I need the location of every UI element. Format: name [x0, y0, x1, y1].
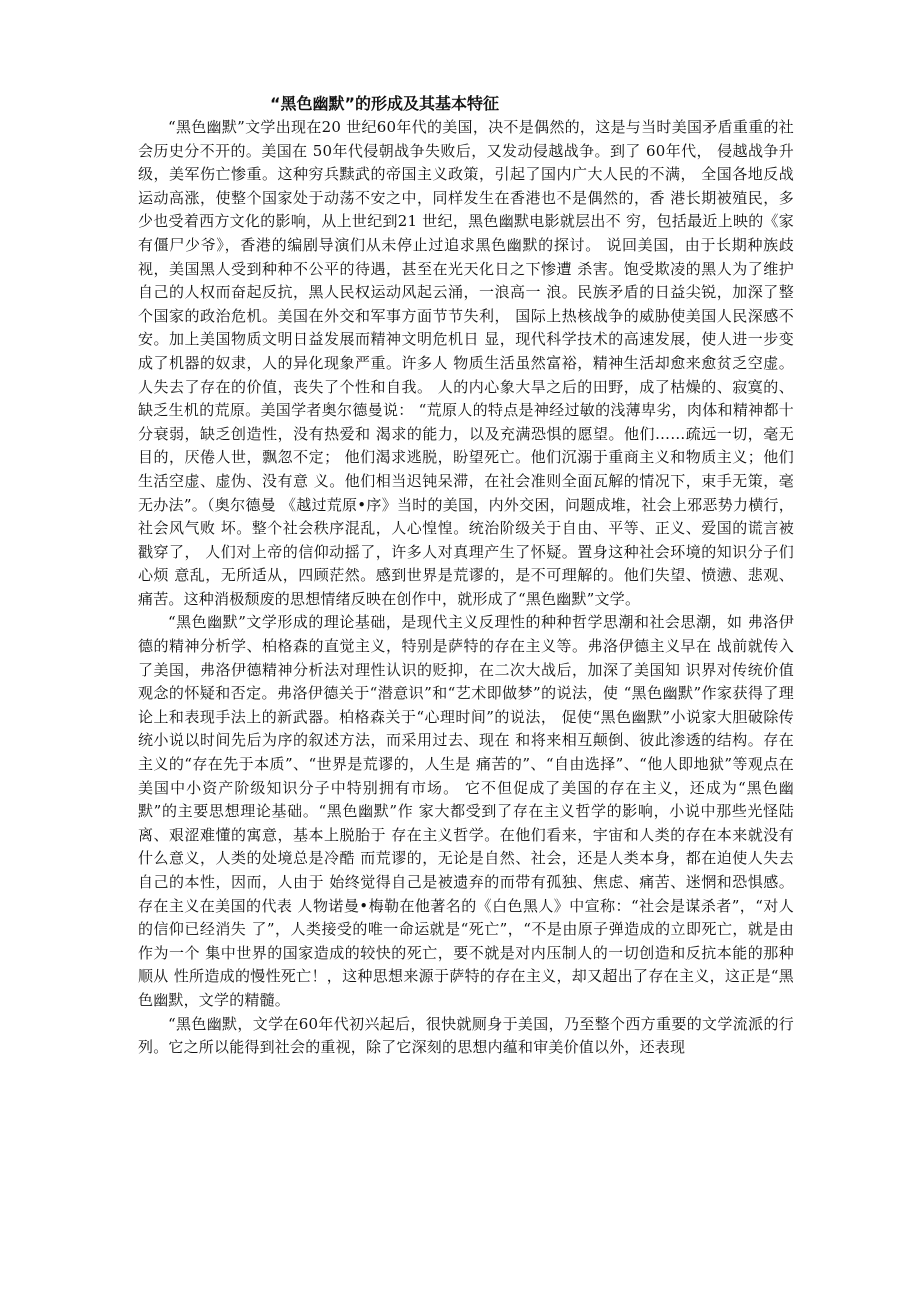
paragraph-theory: “黑色幽默”文学形成的理论基础，是现代主义反理性的种种哲学思潮和社会思潮，如 弗洛伊德的精神分析学、柏格森的直觉主义，特别是萨特的存在主义等。弗洛伊德主义早在 战前就传入了美国，弗洛伊德精神分析法对理性认识的贬抑，在二次大战后，加深了美国知 识界对传统价值观念的怀疑和否定。弗洛伊德关于“潜意识”和“艺术即做梦”的说法，使 “黑色幽默”作家获得了理论上和表现手法上的新武器。柏格森关于“心理时间”的说法， 促使“黑色幽默”小说家大胆破除传统小说以时间先后为序的叙述方法，而采用过去、现在 和将来相互颠倒、彼此渗透的结构。存在主义的“存在先于本质”、“世界是荒谬的，人生是 痛苦的”、“自由选择”、“他人即地狱”等观点在美国中小资产阶级知识分子中特别拥有市场。 它不但促成了美国的存在主义，还成为“黑色幽默”的主要思想理论基础。“黑色幽默”作 家大都受到了存在主义哲学的影响，小说中那些光怪陆离、艰涩难懂的寓意，基本上脱胎于 存在主义哲学。在他们看来，宇宙和人类的存在本来就没有什么意义，人类的处境总是冷酷 而荒谬的，无论是自然、社会，还是人类本身，都在迫使人失去自己的本性，因而，人由于 始终觉得自己是被遗弃的而带有孤独、焦虑、痛苦、迷惘和恐惧感。存在主义在美国的代表 人物诺曼•梅勒在他著名的《白色黑人》中宣称：“社会是谋杀者”，“对人的信仰已经消失 了”，人类接受的唯一命运就是“死亡”，“不是由原子弹造成的立即死亡，就是由作为一个 集中世界的国家造成的较快的死亡，要不就是对内压制人的一切创造和反抗本能的那种顺从 性所造成的慢性死亡！，这种思想来源于萨特的存在主义，却又超出了存在主义，这正是“黑 色幽默，文学的精髓。: [138, 613, 794, 1009]
paragraph-rise: “黑色幽默，文学在60年代初兴起后，很快就厕身于美国，乃至整个西方重要的文学流派的行列。它之所以能得到社会的重视，除了它深刻的思想内蕴和审美价值以外，还表现: [138, 1014, 794, 1057]
document-body: [138, 92, 794, 1060]
paragraph-background: “黑色幽默”文学出现在20 世纪60年代的美国，决不是偶然的，这是与当时美国矛盾重重的社会历史分不开的。美国在 50年代侵朝战争失败后，又发动侵越战争。到了 60年代， 侵越战争升级，美军伤亡惨重。这种穷兵黩武的帝国主义政策，引起了国内广大人民的不满， 全国各地反战运动高涨，使整个国家处于动荡不安之中，同样发生在香港也不是偶然的，香 港长期被殖民，多少也受着西方文化的影响，从上世纪到21 世纪，黑色幽默电影就层出不 穷，包括最近上映的《家有僵尸少爷》，香港的编剧导演们从未停止过追求黑色幽默的探讨。 说回美国，由于长期种族歧视，美国黑人受到种种不公平的待遇，甚至在光天化日之下惨遭 杀害。饱受欺凌的黑人为了维护自己的人权而奋起反抗，黑人民权运动风起云涌，一浪高一 浪。民族矛盾的日益尖锐，加深了整个国家的政治危机。美国在外交和军事方面节节失利， 国际上热核战争的威胁使美国人民深感不安。加上美国物质文明日益发展而精神文明危机日 显，现代科学技术的高速发展，使人进一步变成了机器的奴隶，人的异化现象严重。许多人 物质生活虽然富裕，精神生活却愈来愈贫乏空虚。人失去了存在的价值，丧失了个性和自我。 人的内心象大旱之后的田野，成了枯燥的、寂寞的、缺乏生机的荒原。美国学者奥尔德曼说： “荒原人的特点是神经过敏的浅薄卑劣，肉体和精神都十分衰弱，缺乏创造性，没有热爱和 渴求的能力，以及充满恐惧的愿望。他们……疏远一切，毫无目的，厌倦人世，飘忽不定； 他们渴求逃脱，盼望死亡。他们沉溺于重商主义和物质主义；他们生活空虚、虚伪、没有意 义。他们相当迟钝呆滞，在社会准则全面瓦解的情况下，束手无策，毫无办法”。（奥尔德曼 《越过荒原•序》当时的美国，内外交困，问题成堆，社会上邪恶势力横行，社会风气败 坏。整个社会秩序混乱，人心惶惶。统治阶级关于自由、平等、正义、爱国的谎言被戳穿了， 人们对上帝的信仰动摇了，许多人对真理产生了怀疑。置身这种社会环境的知识分子们心烦 意乱，无所适从，四顾茫然。感到世界是荒谬的，是不可理解的。他们失望、愤懑、悲观、 痛苦。这种消极颓废的思想情绪反映在创作中，就形成了“黑色幽默”文学。: [138, 118, 794, 608]
document-title: “黑色幽默”的形成及其基本特征: [270, 94, 500, 113]
